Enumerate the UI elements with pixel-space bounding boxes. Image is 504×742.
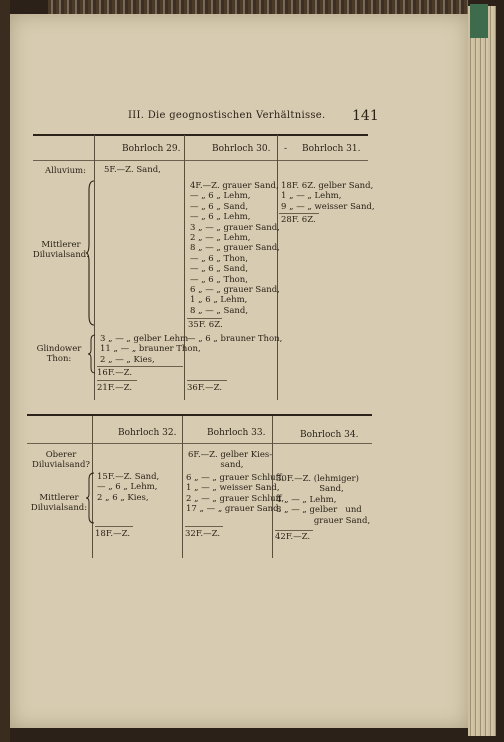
bohrloch-34-total: 42F.—Z. <box>275 532 311 542</box>
brace-mittlerer-1 <box>86 180 96 326</box>
bohrloch-33-layers: 6 „ — „ grauer Schluff, 1 „ — „ weisser Sand, 2 „ — „ grauer Schluff, 17 „ — „ grauer Sand, <box>186 473 285 515</box>
bohrloch-29-total: 21F.—Z. <box>97 383 133 393</box>
bohrloch-30-subtotal-rule <box>187 318 222 319</box>
table2-col-divider-2 <box>182 416 183 558</box>
bohrloch-30-total: 36F.—Z. <box>187 383 223 393</box>
table2-top-rule <box>27 414 372 416</box>
bohrloch-29-subtotal-rule <box>97 366 183 367</box>
bohrloch-34-total-rule <box>275 530 313 531</box>
table2-header-bohrloch-34: Bohrloch 34. <box>300 430 359 440</box>
bohrloch-30-subtotal: 35F. 6Z. <box>188 320 223 330</box>
bohrloch-31-layers: 18F. 6Z. gelber Sand, 1 „ — „ Lehm, 9 „ — „ weisser Sand, <box>281 181 375 212</box>
table2-header-rule <box>27 443 372 444</box>
bohrloch-33-oberer: 6F.—Z. gelber Kies- sand, <box>188 450 273 471</box>
bohrloch-33-total: 32F.—Z. <box>185 529 221 539</box>
label-mittlerer-diluvialsand-2: Mittlerer Diluvialsand: <box>30 493 88 514</box>
table1-header-bohrloch-31: Bohrloch 31. <box>302 144 361 154</box>
table1-header-bohrloch-30: Bohrloch 30. <box>212 144 271 154</box>
table1-top-rule <box>33 134 368 136</box>
bohrloch-31-total-rule <box>279 213 319 214</box>
table2-header-bohrloch-32: Bohrloch 32. <box>118 428 177 438</box>
brace-mittlerer-2 <box>86 472 95 524</box>
label-mittlerer-diluvialsand-1: Mittlerer Diluvialsand: <box>32 240 90 261</box>
bohrloch-29-glindower: 3 „ — „ gelber Lehm 11 „ — „ brauner Thon, 2 „ — „ Kies, <box>100 334 201 365</box>
table1-header-rule <box>33 160 368 161</box>
running-title: III. Die geognostischen Verhältnisse. <box>128 110 326 121</box>
bohrloch-29-total-rule <box>97 380 137 381</box>
table2-header-bohrloch-33: Bohrloch 33. <box>207 428 266 438</box>
bohrloch-30-layers: 4F.—Z. grauer Sand, — „ 6 „ Lehm, — „ 6 „ Sand, — „ 6 „ Lehm, 3 „ — „ grauer Sand, 2 „ — „ Lehm, 8 „ — „ grauer Sand, — „ 6 „ Thon, — „ 6 „ Sand, — „ 6 „ Thon, 6 „ — „ grauer Sand, 1 „ 6 „ Lehm, 8 „ — „ Sand, <box>190 181 280 316</box>
bookmark-ribbon <box>470 4 488 38</box>
bohrloch-32-total: 18F.—Z. <box>95 529 131 539</box>
table1-header-bohrloch-29: Bohrloch 29. <box>122 144 181 154</box>
label-oberer-diluvialsand: Oberer Diluvialsand? <box>32 450 90 471</box>
bohrloch-32-total-rule <box>95 526 133 527</box>
page-edges <box>468 6 496 736</box>
bohrloch-30-total-rule <box>187 380 227 381</box>
bohrloch-33-total-rule <box>185 526 223 527</box>
bohrloch-31-total: 28F. 6Z. <box>281 215 316 225</box>
book-spine-top <box>48 0 468 14</box>
bohrloch-30-glindower: — „ 6 „ brauner Thon, <box>187 334 283 344</box>
bohrloch-29-subtotal: 16F.—Z. <box>97 368 133 378</box>
book-page <box>10 14 468 728</box>
label-glindower-thon: Glindower Thon: <box>36 344 82 365</box>
book-binding <box>0 0 10 742</box>
bohrloch-32-layers: 15F.—Z. Sand, — „ 6 „ Lehm, 2 „ 6 „ Kies, <box>97 472 160 503</box>
bohrloch-29-alluvium: 5F.—Z. Sand, <box>104 165 161 175</box>
page-number: 141 <box>352 108 379 124</box>
brace-glindower <box>88 334 96 374</box>
bohrloch-34-layers: 30F.—Z. (lehmiger) Sand, 4 „ — „ Lehm, 8 „ — „ gelber und grauer Sand, <box>276 474 371 526</box>
label-alluvium: Alluvium: <box>45 166 86 176</box>
table1-header-marker: - <box>284 144 288 154</box>
